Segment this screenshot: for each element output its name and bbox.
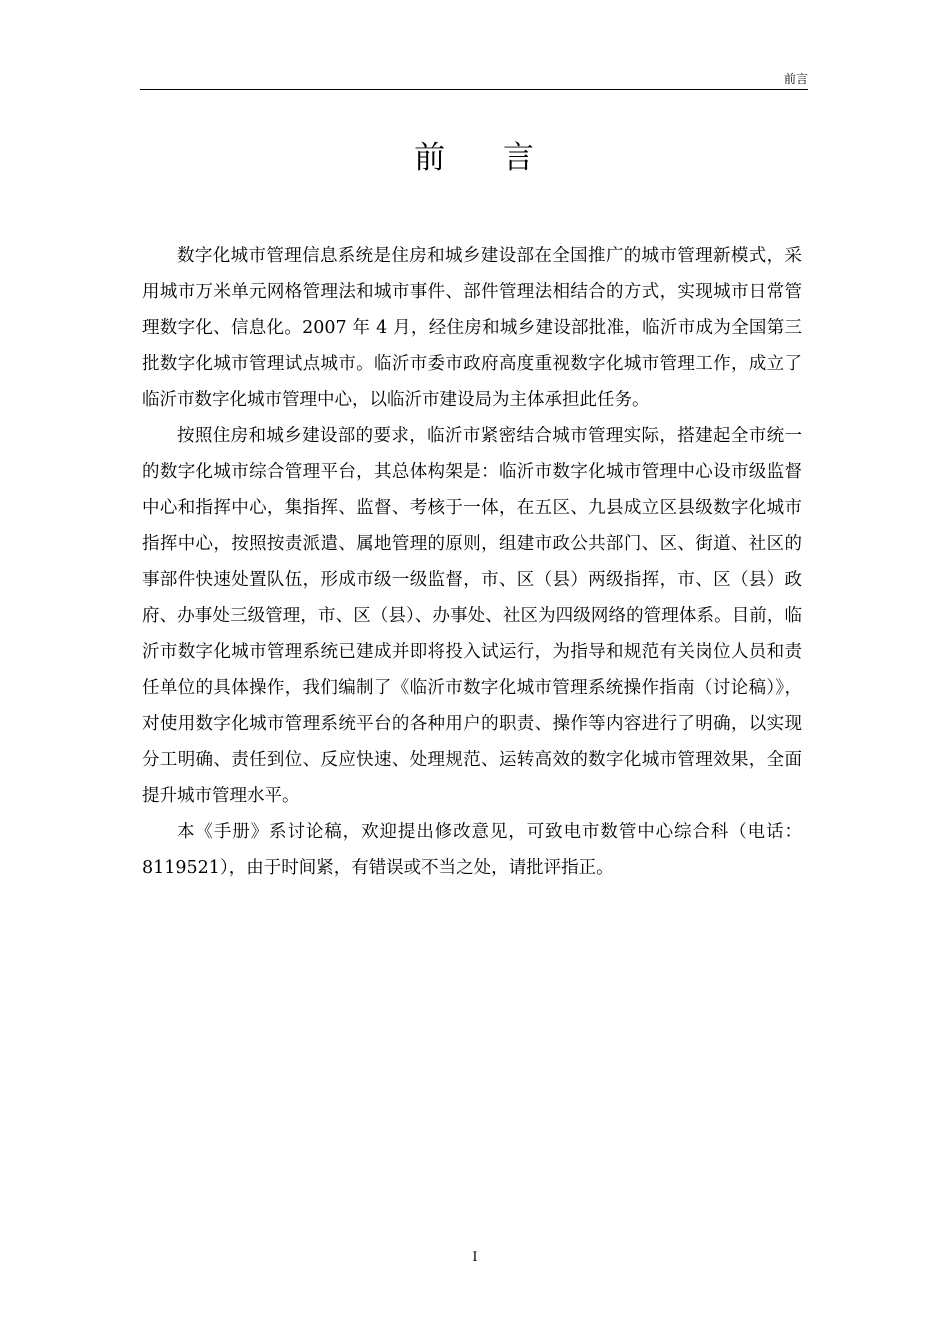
page-number: I <box>472 1250 478 1265</box>
page-title: 前 言 <box>414 140 558 176</box>
header-rule <box>140 89 808 90</box>
paragraph-feedback: 本《手册》系讨论稿，欢迎提出修改意见，可致电市数管中心综合科（电话：8119521），由于时间紧，有错误或不当之处，请批评指正。 <box>142 822 802 878</box>
paragraph-framework: 按照住房和城乡建设部的要求，临沂市紧密结合城市管理实际，搭建起全市统一的数字化城市综合管理平台，其总体构架是：临沂市数字化城市管理中心设市级监督中心和指挥中心，集指挥、监督、考核于一体，在五区、九县成立区县级数字化城市指挥中心，按照按责派遣、属地管理的原则，组建市政公共部门、区、街道、社区的事部件快速处置队伍，形成市级一级监督，市、区（县）两级指挥，市、区（县）政府、办事处三级管理，市、区（县）、办事处、社区为四级网络的管理体系。目前，临沂市数字化城市管理系统已建成并即将投入试运行，为指导和规范有关岗位人员和责任单位的具体操作，我们编制了《临沂市数字化城市管理系统操作指南（讨论稿）》，对使用数字化城市管理系统平台的各种用户的职责、操作等内容进行了明确，以实现分工明确、责任到位、反应快速、处理规范、运转高效的数字化城市管理效果，全面提升城市管理水平。 <box>142 426 802 806</box>
paragraph-intro: 数字化城市管理信息系统是住房和城乡建设部在全国推广的城市管理新模式，采用城市万米单元网格管理法和城市事件、部件管理法相结合的方式，实现城市日常管理数字化、信息化。2007 年 4 月，经住房和城乡建设部批准，临沂市成为全国第三批数字化城市管理试点城市。临沂市委市政府高度重视数字化城市管理工作，成立了临沂市数字化城市管理中心，以临沂市建设局为主体承担此任务。 <box>142 246 802 410</box>
body-text <box>142 238 802 886</box>
running-header: 前言 <box>783 72 808 86</box>
